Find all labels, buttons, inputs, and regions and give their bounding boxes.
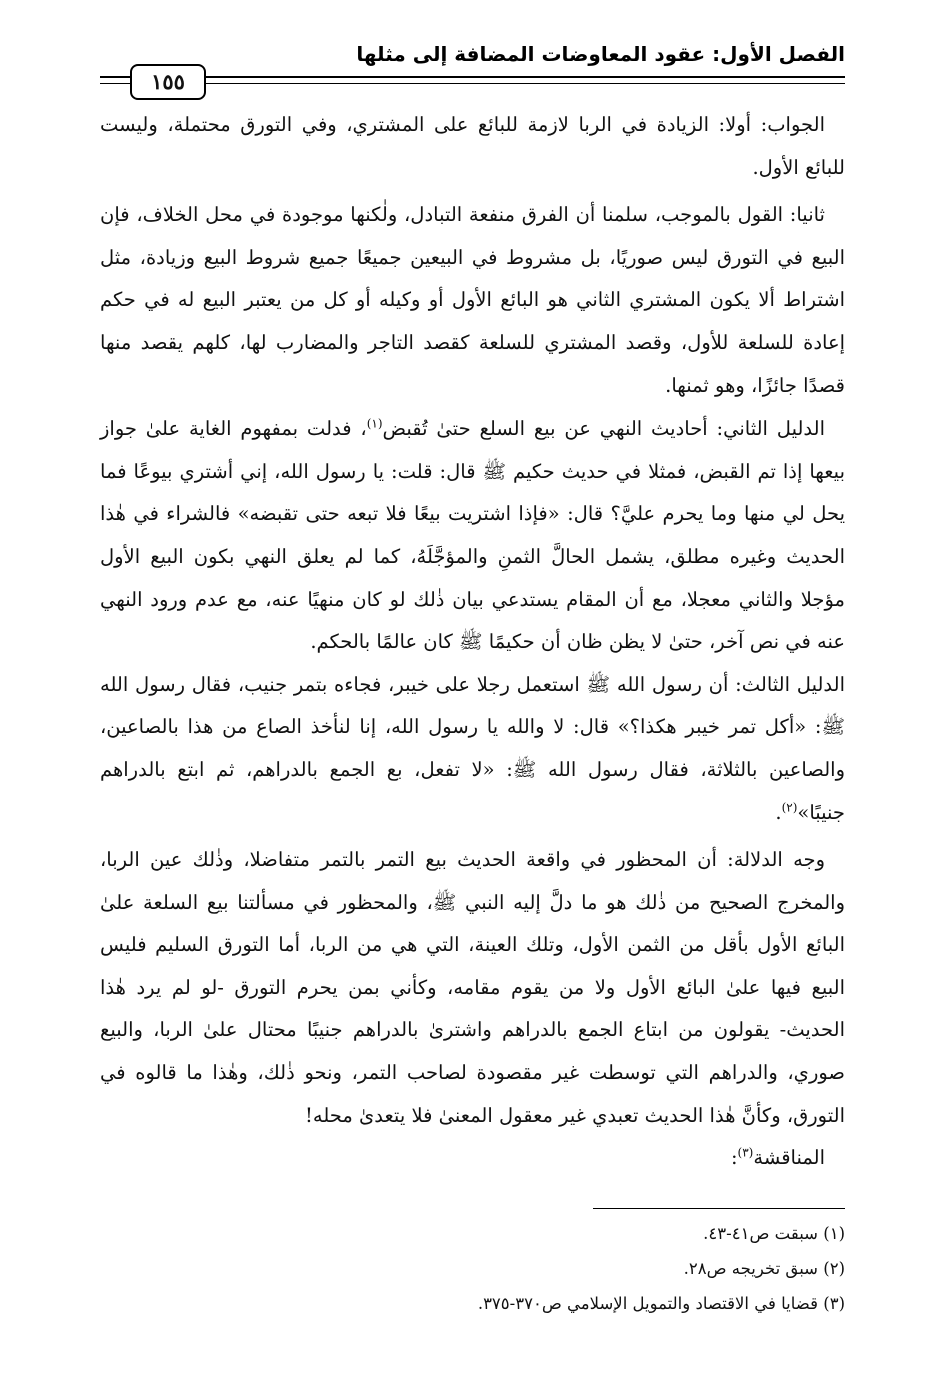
paragraph-text: الدليل الثاني: أحاديث النهي عن بيع السلع حتىٰ تُقبض — [382, 417, 825, 441]
paragraph-text: ، فدلت بمفهوم الغاية علىٰ جواز بيعها إذا تم القبض، فمثلا في حديث حكيم ﷺ قال: قلت: يا رسول الله، إني أشتري بيوعًا فما يحل لي منها وما يحرم عليَّ؟ قال: «فإذا اشتريت بيعًا فلا تبعه حتى تقبضه» فالشراء في هٰذا الحديث وغيره مطلق، يشمل الحالَّ الثمنِ والمؤجَّلَهُ، كما لم يعلق النهي بكون البيع الأول مؤجلا والثاني معجلا، مع أن المقام يستدعي بيان ذٰلك لو كان منهيًا عنه، مع عدم ورود النهي عنه في نص آخر، حتىٰ لا يظن ظان أن حكيمًا ﷺ كان عالمًا بالحكم. — [100, 417, 845, 654]
paragraph-text: الدليل الثالث: أن رسول الله ﷺ استعمل رجلا على خيبر، فجاءه بتمر جنيب، فقال رسول الله ﷺ: «أكل تمر خيبر هكذا؟» قال: لا والله يا رسول الله، إنا لنأخذ الصاع من هذا بالصاعين، والصاعين بالثلاثة، فقال رسول الله ﷺ: «لا تفعل، بع الجمع بالدراهم، ثم ابتع بالدراهم جنيبًا» — [100, 672, 845, 824]
paragraph-third-evidence — [100, 664, 845, 834]
footnote-1: (١) سبقت ص٤١-٤٣. — [703, 1224, 845, 1243]
footnote-ref-2: (٢) — [781, 800, 798, 814]
paragraph-second-evidence — [100, 408, 845, 664]
paragraph-evidence-explanation: وجه الدلالة: أن المحظور في واقعة الحديث بيع التمر بالتمر متفاضلا، وذٰلك عين الربا، والمخرج الصحيح من ذٰلك هو ما دلَّ إليه النبي ﷺ، والمحظور في مسألتنا بيع السلعة علىٰ البائع الأول بأقل من الثمن الأول، وتلك العينة، التي هي من الربا، أما التورق السليم فليس البيع فيها علىٰ البائع الأول ولا من يقوم مقامه، وكأني بمن يحرم التورق -لو لم يرد هٰذا الحديث- يقولون من ابتاع الجمع بالدراهم واشترىٰ بالدراهم جنيبًا محتال علىٰ الربا، والبيع صوري، والدراهم التي توسطت غير مقصودة لصاحب التمر، ونحو ذٰلك، وهٰذا ما قالوه في التورق، وكأنَّ هٰذا الحديث تعبدي غير معقول المعنىٰ فلا يتعدىٰ محله! — [100, 848, 845, 1127]
footnotes — [300, 1216, 845, 1321]
footnote-ref-3: (٣) — [737, 1145, 754, 1160]
paragraph-text: المناقشة — [753, 1146, 825, 1170]
running-title: الفصل الأول: عقود المعاوضات المضافة إلى مثلها — [356, 42, 845, 66]
paragraph-second-point: ثانيا: القول بالموجب، سلمنا أن الفرق منفعة التبادل، ولٰكنها موجودة في محل الخلاف، فإن البيع في التورق ليس صوريًا، بل مشروط في البيعين جميعًا جميع شروط البيع وزيادة، مثل اشتراط ألا يكون المشتري الثاني هو البائع الأول أو وكيله أو كل من يعتبر البيع له في حكم إعادة للسلعة للأول، وقصد المشتري للسلعة كقصد التاجر والمضارب لها، كلهم يقصد منها قصدًا جائزًا، وهو ثمنها. — [100, 203, 845, 397]
header-rule-thin — [100, 83, 845, 84]
paragraph-answer: الجواب: أولا: الزيادة في الربا لازمة للبائع على المشتري، وفي التورق محتملة، وليست للبائع الأول. — [100, 113, 845, 179]
paragraph-text: . — [775, 800, 782, 824]
paragraph-discussion — [100, 1137, 845, 1180]
footnote-separator — [593, 1208, 845, 1209]
paragraph-text: : — [730, 1146, 738, 1170]
footnote-2: (٢) سبق تخريجه ص٢٨. — [683, 1259, 845, 1278]
footnote-ref-1: (١) — [366, 416, 383, 431]
body-text — [100, 104, 845, 1180]
header-rule — [100, 76, 845, 78]
page-number: ١٥٥ — [130, 64, 206, 100]
footnote-3: (٣) قضايا في الاقتصاد والتمويل الإسلامي ص٣٧٠-٣٧٥. — [477, 1294, 845, 1313]
